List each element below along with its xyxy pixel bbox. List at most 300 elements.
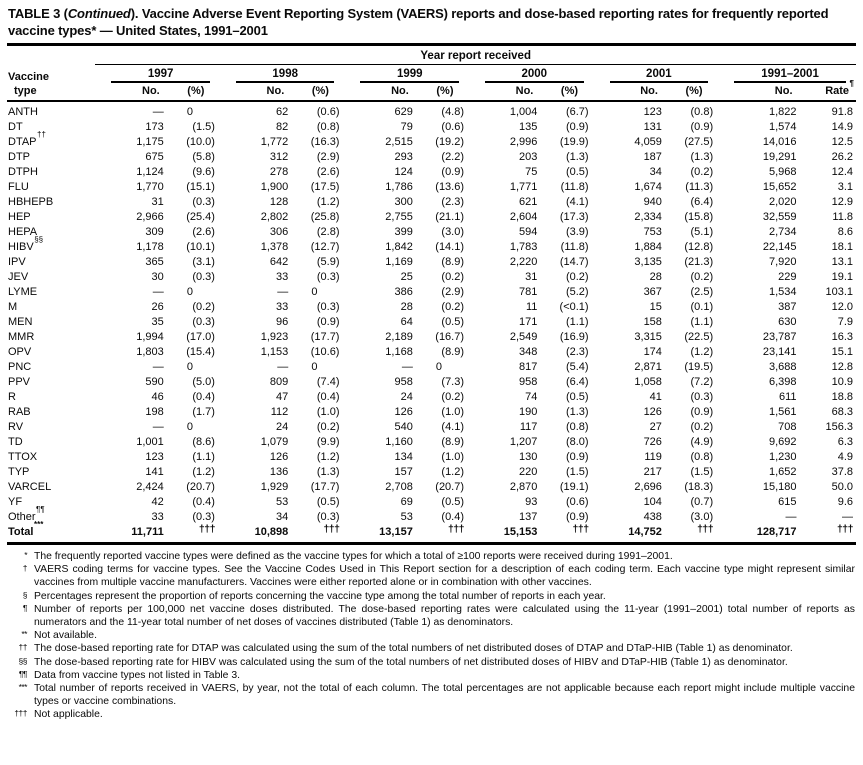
count-cell: 1,652 — [768, 466, 797, 478]
count-cell: 1,058 — [634, 376, 662, 388]
count-cell: 34 — [649, 166, 662, 178]
vaccine-type-label: ANTH — [8, 106, 38, 118]
count-cell: 5,968 — [768, 166, 797, 178]
percent-cell: (0.4) — [316, 391, 340, 403]
count-cell: — — [152, 361, 164, 373]
pct-header: (%) — [172, 83, 220, 101]
count-cell: 31 — [151, 196, 164, 208]
count-cell: 28 — [400, 301, 413, 313]
percent-cell: (21.1) — [435, 211, 465, 223]
count-cell: 33 — [276, 301, 289, 313]
count-cell: 1,822 — [768, 106, 797, 118]
percent-cell: (16.7) — [435, 331, 465, 343]
count-cell: 104 — [643, 496, 662, 508]
rate-cell: 18.8 — [831, 391, 853, 403]
percent-cell: (0.7) — [690, 496, 714, 508]
rate-footnote-mark: ¶ — [849, 79, 854, 89]
count-cell: 31 — [525, 271, 538, 283]
count-cell: 27 — [649, 421, 662, 433]
percent-cell: (2.5) — [690, 286, 714, 298]
vaccine-type-label: M — [8, 301, 18, 313]
vaccine-type-label: DTP — [8, 151, 30, 163]
no-header: No. — [95, 83, 171, 101]
span-header-row — [7, 46, 856, 65]
table-row — [7, 135, 856, 150]
percent-cell: (14.1) — [435, 241, 465, 253]
percent-cell: (2.8) — [316, 226, 340, 238]
table-row — [7, 360, 856, 375]
percent-cell: (1.0) — [441, 451, 465, 463]
count-cell: 15,153 — [469, 525, 545, 544]
percent-cell: (1.3) — [565, 406, 589, 418]
percent-cell: (2.3) — [565, 346, 589, 358]
percent-cell: (22.5) — [684, 331, 714, 343]
count-cell: 53 — [400, 511, 413, 523]
count-cell: 642 — [269, 256, 289, 268]
vaccine-type-label: Other¶¶ — [8, 505, 45, 523]
vaccine-type-label: LYME — [8, 286, 38, 298]
percent-cell: (12.8) — [684, 241, 714, 253]
rate-cell: 50.0 — [831, 481, 853, 493]
rate-cell: 12.0 — [831, 301, 853, 313]
count-cell: 1,124 — [136, 166, 164, 178]
year-group-2001: 2001 — [594, 65, 719, 84]
table-row — [7, 525, 856, 544]
rate-cell: 15.1 — [831, 346, 853, 358]
percent-cell: (7.2) — [690, 376, 714, 388]
vaccine-type-label: PNC — [8, 361, 32, 373]
percent-cell: (0.3) — [316, 271, 340, 283]
count-cell: 958 — [394, 376, 413, 388]
count-cell: 2,696 — [634, 481, 662, 493]
count-cell: 24 — [276, 421, 289, 433]
percent-cell: (17.5) — [310, 181, 340, 193]
count-cell: 1,674 — [634, 181, 662, 193]
count-cell: 22,145 — [762, 241, 797, 253]
table-row — [7, 225, 856, 240]
percent-cell: (7.4) — [316, 376, 340, 388]
footnote-marker: *** — [18, 682, 27, 693]
table-row — [7, 420, 856, 435]
count-cell: 136 — [269, 466, 289, 478]
percent-cell: (25.4) — [186, 211, 215, 223]
count-cell: 2,334 — [634, 211, 662, 223]
percent-cell: (0.9) — [690, 406, 714, 418]
percent-cell: (1.3) — [316, 466, 340, 478]
count-cell: 14,752 — [594, 525, 670, 544]
rate-cell: 19.1 — [831, 271, 853, 283]
rate-cell: 16.3 — [831, 331, 853, 343]
percent-cell: (8.9) — [441, 436, 465, 448]
rate-cell: 156.3 — [825, 421, 853, 433]
rate-cell: 12.5 — [831, 136, 853, 148]
footnote-text: Percentages represent the proportion of reports concerning the vaccine type among the total number of reports in each year. — [34, 590, 606, 602]
count-cell: 7,920 — [768, 256, 797, 268]
percent-cell: (4.9) — [690, 436, 714, 448]
vaccine-type-label: TD — [8, 436, 23, 448]
table-row — [7, 495, 856, 510]
count-cell: 15,652 — [762, 181, 797, 193]
count-cell: 28 — [649, 271, 662, 283]
count-cell: 11,711 — [95, 525, 171, 544]
vaccine-type-label: RAB — [8, 406, 31, 418]
vaccine-type-label: R — [8, 391, 16, 403]
percent-cell: (0.8) — [690, 451, 714, 463]
percent-cell: (19.1) — [559, 481, 589, 493]
percent-cell: (1.0) — [441, 406, 465, 418]
count-cell: 1,842 — [385, 241, 413, 253]
vaccine-header-line1: Vaccine — [8, 71, 49, 83]
count-cell: 47 — [276, 391, 289, 403]
percent-cell: (20.7) — [435, 481, 465, 493]
percent-cell: (0.3) — [192, 316, 215, 328]
percent-cell: (0.1) — [690, 301, 714, 313]
vaccine-type-label: HIBV§§ — [8, 235, 44, 253]
count-cell: 399 — [394, 226, 413, 238]
rate-cell: 9.6 — [837, 496, 853, 508]
rate-cell: 12.8 — [831, 361, 853, 373]
count-cell: 753 — [643, 226, 662, 238]
percent-cell: (19.2) — [435, 136, 465, 148]
percent-cell: (0.2) — [316, 421, 340, 433]
count-cell: 386 — [394, 286, 413, 298]
percent-cell: (0.2) — [192, 301, 215, 313]
vaccine-type-label: DTPH — [8, 166, 38, 178]
percent-cell: ††† — [670, 525, 718, 544]
rate-cell: 18.1 — [831, 241, 853, 253]
year-group-1998: 1998 — [220, 65, 345, 84]
percent-cell: (14.7) — [559, 256, 589, 268]
count-cell: 30 — [151, 271, 164, 283]
footnote — [8, 550, 855, 563]
percent-cell: (6.4) — [690, 196, 714, 208]
count-cell: 2,870 — [509, 481, 538, 493]
percent-cell: (0.5) — [565, 391, 589, 403]
percent-cell: (17.0) — [186, 331, 215, 343]
count-cell: 13,157 — [344, 525, 420, 544]
count-cell: 93 — [525, 496, 538, 508]
percent-cell: (2.9) — [441, 286, 465, 298]
count-cell: 817 — [519, 361, 538, 373]
percent-cell: (5.4) — [565, 361, 589, 373]
count-cell: 2,802 — [260, 211, 289, 223]
count-cell: 15,180 — [762, 481, 797, 493]
count-cell: 1,378 — [260, 241, 289, 253]
footnote — [8, 629, 855, 642]
percent-cell: (2.3) — [441, 196, 465, 208]
footnote-text: Not applicable. — [34, 709, 103, 721]
count-cell: 726 — [643, 436, 662, 448]
footnote-marker: §§ — [18, 655, 27, 666]
count-cell: 42 — [151, 496, 164, 508]
footnote-text: VAERS coding terms for vaccine types. See the Vaccine Codes Used in This Report section for a description of each coding term. Each vaccine type might represent similar vaccines from multiple vaccine manufacturers. Vaccines were either reported alone or in combination with other vaccines. — [34, 564, 855, 589]
percent-cell: (0.9) — [565, 511, 589, 523]
percent-cell: (<0.1) — [559, 301, 589, 313]
vaccine-type-label: TYP — [8, 466, 30, 478]
table-row — [7, 390, 856, 405]
table-row — [7, 255, 856, 270]
percent-cell: (11.3) — [685, 181, 714, 193]
count-cell: 1,534 — [768, 286, 797, 298]
count-cell: 940 — [643, 196, 662, 208]
count-cell: 1,900 — [260, 181, 289, 193]
percent-cell: (1.5) — [192, 121, 215, 133]
count-cell: 1,771 — [509, 181, 538, 193]
percent-cell: (0.2) — [690, 271, 714, 283]
percent-cell: (4.1) — [441, 421, 465, 433]
count-cell: 1,772 — [260, 136, 289, 148]
count-cell: 217 — [643, 466, 662, 478]
count-cell: 2,020 — [768, 196, 797, 208]
percent-cell: (0.4) — [192, 496, 215, 508]
count-cell: 621 — [519, 196, 538, 208]
percent-cell: (5.0) — [192, 376, 215, 388]
percent-cell: (5.2) — [565, 286, 589, 298]
table-row — [7, 150, 856, 165]
count-cell: 124 — [394, 166, 413, 178]
rate-header: Rate¶ — [805, 83, 856, 101]
percent-cell: (1.5) — [565, 466, 589, 478]
table-row — [7, 300, 856, 315]
count-cell: 157 — [394, 466, 413, 478]
percent-cell: (10.6) — [310, 346, 340, 358]
count-cell: — — [277, 286, 289, 298]
count-cell: — — [277, 361, 289, 373]
pct-header: (%) — [296, 83, 344, 101]
rate-cell: 68.3 — [831, 406, 853, 418]
percent-cell: (9.9) — [316, 436, 340, 448]
count-cell: 15 — [649, 301, 662, 313]
count-cell: 1,001 — [136, 436, 164, 448]
percent-cell: (1.2) — [690, 346, 714, 358]
vaccine-type-label: HBHEPB — [8, 196, 54, 208]
table-row — [7, 465, 856, 480]
percent-cell: (11.8) — [560, 181, 589, 193]
count-cell: — — [401, 361, 413, 373]
count-cell: 4,059 — [634, 136, 662, 148]
count-cell: 1,160 — [385, 436, 413, 448]
percent-cell: (1.1) — [565, 316, 589, 328]
percent-cell: (2.6) — [316, 166, 340, 178]
vaccine-type-label: PPV — [8, 376, 31, 388]
count-cell: 174 — [643, 346, 662, 358]
count-cell: 187 — [643, 151, 662, 163]
count-cell: 131 — [643, 121, 662, 133]
table-row — [7, 405, 856, 420]
footnote-text: The frequently reported vaccine types were defined as the vaccine types for which a total of ≥100 reports were received during 1991–2001. — [34, 551, 673, 562]
no-header: No. — [344, 83, 420, 101]
count-cell: 128,717 — [718, 525, 804, 544]
count-cell: 24 — [400, 391, 413, 403]
percent-cell: (18.3) — [684, 481, 714, 493]
percent-cell: (0.9) — [441, 166, 465, 178]
table-row — [7, 270, 856, 285]
rate-cell: 13.1 — [831, 256, 853, 268]
percent-cell: (5.8) — [192, 151, 215, 163]
vaccine-type-label: JEV — [8, 271, 29, 283]
vaccine-type-label: OPV — [8, 346, 32, 358]
table-row — [7, 330, 856, 345]
percent-cell: (0.3) — [316, 301, 340, 313]
percent-cell: (0.5) — [565, 166, 589, 178]
table-row — [7, 165, 856, 180]
count-cell: 141 — [145, 466, 164, 478]
count-cell: 367 — [643, 286, 662, 298]
count-cell: 1,175 — [136, 136, 164, 148]
count-cell: 1,923 — [260, 331, 289, 343]
count-cell: 1,230 — [768, 451, 797, 463]
percent-cell: (27.5) — [684, 136, 714, 148]
percent-cell: (0.2) — [441, 391, 465, 403]
sub-header-row — [7, 83, 856, 101]
footnotes — [8, 550, 855, 722]
count-cell: 96 — [276, 316, 289, 328]
count-cell: 1,561 — [768, 406, 797, 418]
count-cell: 300 — [394, 196, 413, 208]
percent-cell: (3.9) — [565, 226, 589, 238]
count-cell: 130 — [519, 451, 538, 463]
percent-cell: (1.5) — [690, 466, 714, 478]
span-header: Year report received — [95, 46, 856, 65]
count-cell: 190 — [519, 406, 538, 418]
year-group-1999: 1999 — [344, 65, 469, 84]
percent-cell: (0.3) — [192, 511, 215, 523]
vaccine-type-label: IPV — [8, 256, 26, 268]
table-row — [7, 375, 856, 390]
count-cell: 629 — [394, 106, 413, 118]
table-row — [7, 315, 856, 330]
percent-cell: (0.6) — [565, 496, 589, 508]
table-title — [8, 6, 856, 39]
footnote-marker: ¶¶ — [18, 668, 27, 679]
percent-cell: (8.9) — [441, 346, 465, 358]
percent-cell: (1.7) — [192, 406, 215, 418]
vaccine-type-label: DT — [8, 121, 23, 133]
count-cell: 1,803 — [136, 346, 164, 358]
percent-cell: (0.3) — [192, 271, 215, 283]
footnote — [8, 708, 855, 721]
percent-cell: (0.5) — [441, 316, 465, 328]
count-cell: 1,786 — [385, 181, 413, 193]
pct-header: (%) — [545, 83, 593, 101]
count-cell: 293 — [394, 151, 413, 163]
percent-cell: (1.3) — [690, 151, 714, 163]
count-cell: 708 — [778, 421, 797, 433]
table-row — [7, 510, 856, 525]
count-cell: 1,929 — [260, 481, 289, 493]
percent-cell: (15.4) — [186, 346, 215, 358]
percent-cell: (0.3) — [192, 196, 215, 208]
title-prefix: TABLE 3 ( — [8, 6, 68, 21]
vaccine-type-label: FLU — [8, 181, 29, 193]
count-cell: 781 — [519, 286, 538, 298]
count-cell: 615 — [778, 496, 797, 508]
footnote-marker: § — [22, 589, 27, 600]
title-continued: Continued — [67, 6, 131, 21]
percent-cell: (9.6) — [192, 166, 215, 178]
count-cell: 126 — [269, 451, 289, 463]
table-body — [7, 101, 856, 544]
count-cell: 2,549 — [509, 331, 538, 343]
table-row — [7, 210, 856, 225]
percent-cell: (6.4) — [565, 376, 589, 388]
rate-cell: 6.3 — [837, 436, 853, 448]
vaccine-type-label: HEPA — [8, 226, 38, 238]
count-cell: 35 — [151, 316, 164, 328]
pct-header: (%) — [421, 83, 469, 101]
percent-cell: ††† — [545, 525, 593, 544]
count-cell: — — [152, 421, 164, 433]
count-cell: 2,424 — [136, 481, 164, 493]
count-cell: 2,966 — [136, 211, 164, 223]
count-cell: 1,079 — [260, 436, 289, 448]
vaccine-type-label: TTOX — [8, 451, 38, 463]
count-cell: 123 — [145, 451, 164, 463]
count-cell: 1,168 — [385, 346, 413, 358]
count-cell: 33 — [151, 511, 164, 523]
footnote — [8, 603, 855, 629]
percent-cell: (1.3) — [565, 151, 589, 163]
percent-cell: 0 — [186, 106, 193, 118]
count-cell: 1,994 — [136, 331, 164, 343]
count-cell: 9,692 — [768, 436, 797, 448]
percent-cell: (0.5) — [316, 496, 340, 508]
vaccine-type-label: HEP — [8, 211, 31, 223]
percent-cell: (0.9) — [565, 451, 589, 463]
percent-cell: (0.2) — [690, 421, 714, 433]
footnote — [8, 642, 855, 655]
percent-cell: (1.2) — [441, 466, 465, 478]
count-cell: 278 — [269, 166, 289, 178]
table-row — [7, 450, 856, 465]
year-group-1997: 1997 — [95, 65, 220, 84]
rate-cell: 3.1 — [837, 181, 853, 193]
percent-cell: (0.4) — [441, 511, 465, 523]
percent-cell: (5.9) — [316, 256, 340, 268]
percent-cell: (0.9) — [690, 121, 714, 133]
count-cell: 2,515 — [385, 136, 413, 148]
count-cell: 2,755 — [385, 211, 413, 223]
percent-cell: (13.6) — [435, 181, 465, 193]
percent-cell: (0.9) — [316, 316, 340, 328]
count-cell: 6,398 — [768, 376, 797, 388]
rate-cell: 4.9 — [837, 451, 853, 463]
vaccine-header-line2: type — [7, 83, 95, 101]
count-cell: 25 — [400, 271, 413, 283]
footnote — [8, 682, 855, 708]
percent-cell: (0.6) — [316, 106, 340, 118]
footnote-marker: ** — [21, 629, 27, 640]
table-row — [7, 180, 856, 195]
percent-cell: ††† — [296, 525, 344, 544]
percent-cell: 0 — [311, 286, 318, 298]
count-cell: — — [785, 511, 797, 523]
count-cell: 3,688 — [768, 361, 797, 373]
count-cell: 387 — [778, 301, 797, 313]
percent-cell: (10.0) — [186, 136, 215, 148]
count-cell: 79 — [400, 121, 413, 133]
footnote-marker: * — [24, 550, 27, 560]
percent-cell: (3.0) — [441, 226, 465, 238]
count-cell: 2,189 — [385, 331, 413, 343]
title-suffix: ). Vaccine Adverse Event Reporting System (VAERS) reports and dose-based reporting rates for frequently reported vaccine types* — United States, 1991–2001 — [8, 6, 829, 38]
footnote — [8, 669, 855, 682]
count-cell: 26 — [151, 301, 164, 313]
percent-cell: (6.7) — [565, 106, 589, 118]
count-cell: 220 — [519, 466, 538, 478]
percent-cell: (3.1) — [192, 256, 215, 268]
percent-cell: (5.1) — [690, 226, 714, 238]
